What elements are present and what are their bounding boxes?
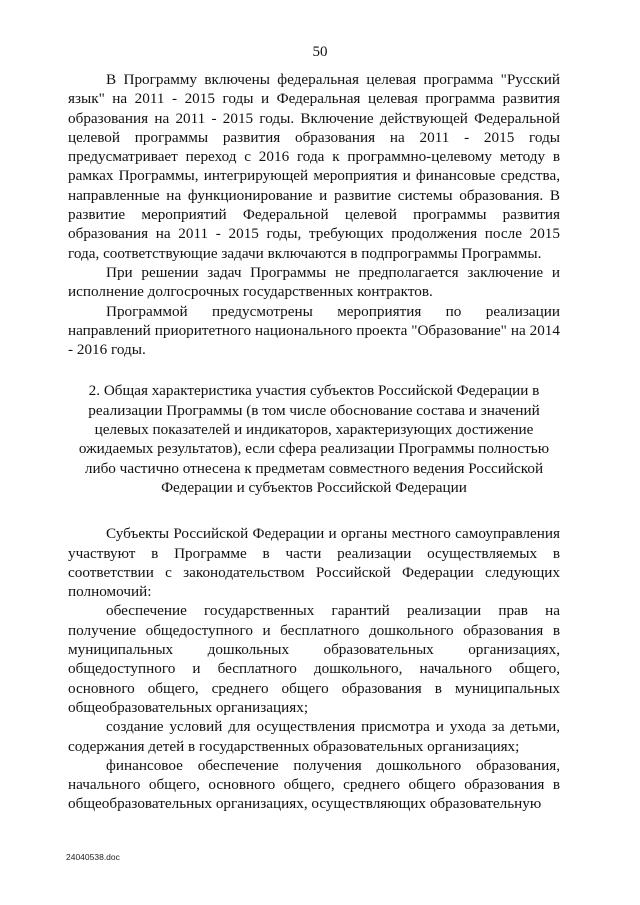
paragraph: При решении задач Программы не предполагается заключение и исполнение долгосрочных государственных контрактов.: [68, 263, 560, 301]
paragraph: Субъекты Российской Федерации и органы местного самоуправления участвуют в Программе в части реализации осуществляемых в соответствии с законодательством Российской Федерации следующих полномочий:: [68, 525, 560, 601]
paragraph: Программой предусмотрены мероприятия по реализации направлений приоритетного национального проекта "Образование" на 2014 - 2016 годы.: [68, 302, 560, 359]
section-title: 2. Общая характеристика участия субъектов Российской Федерации в реализации Программы (в том числе обоснование состава и значений целевых показателей и индикаторов, характеризующих достижение ожидаемых результатов), если сфера реализации Программы полностью либо частично отнесена к предметам совместного ведения Российской Федерации и субъектов Российской Федерации: [78, 382, 550, 496]
list-item: создание условий для осуществления присмотра и ухода за детьми, содержания детей в государственных образовательных организациях;: [68, 718, 560, 755]
list-item: обеспечение государственных гарантий реализации прав на получение общедоступного и бесплатного дошкольного образования в муниципальных дошкольных образовательных организациях, общедоступного и бесплатного дошкольного, начального общего, основного общего, среднего общего образования в муниципальных общеобразовательных организациях;: [68, 602, 560, 716]
paragraph: В Программу включены федеральная целевая программа "Русский язык" на 2011 - 2015 годы и Федеральная целевая программа развития образования на 2011 - 2015 годы. Включение действующей Федеральной целевой программы развития образования на 2011 - 2015 годы предусматривает переход с 2016 года к программно-целевому методу в рамках Программы, интегрирующей мероприятия и финансовые средства, направленные на функционирование и развитие системы образования. В развитие мероприятий Федеральной целевой программы развития образования на 2011 - 2015 годы, требующих продолжения после 2015 года, соответствующие задачи включаются в подпрограммы Программы.: [68, 71, 560, 262]
list-item: финансовое обеспечение получения дошкольного образования, начального общего, основного общего, среднего общего образования в общеобразовательных организациях, осуществляющих образовательную: [68, 756, 560, 813]
section-gap: [68, 497, 560, 524]
page-number: 50: [312, 44, 328, 60]
document-body: [68, 70, 560, 814]
footer-filename: 24040538.doc: [66, 852, 120, 862]
